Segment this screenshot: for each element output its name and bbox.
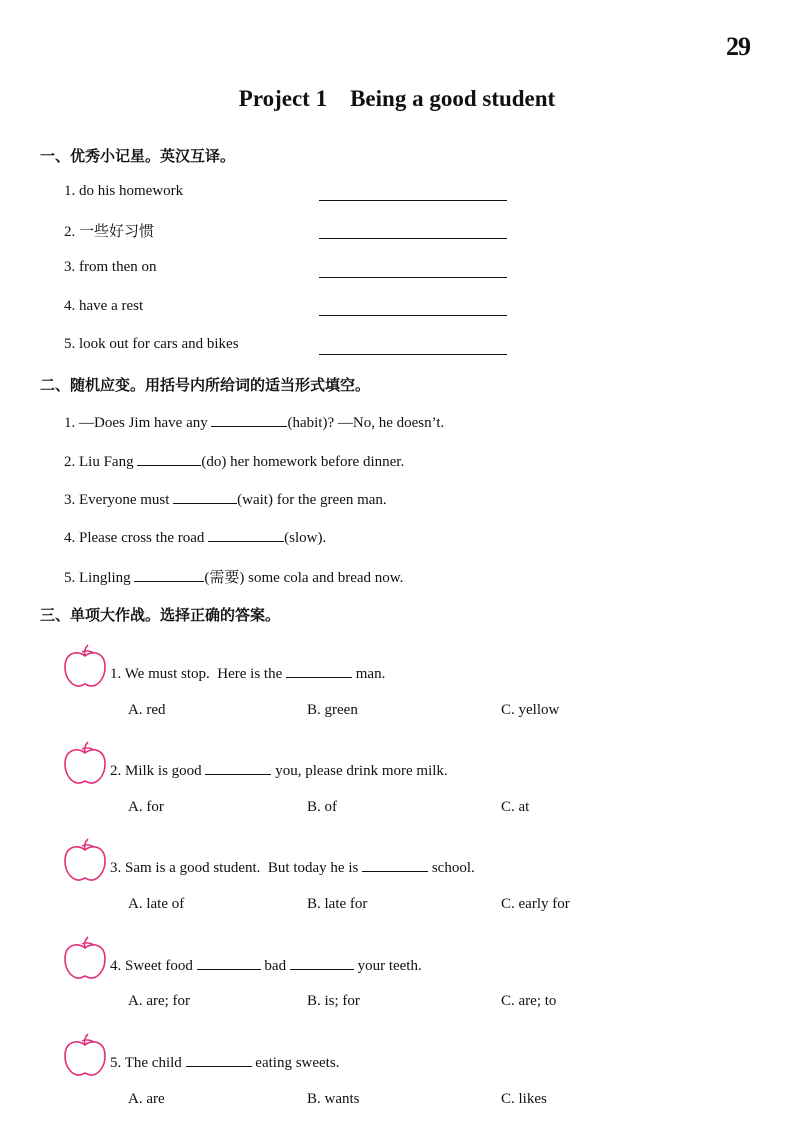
item-text: man. <box>352 666 386 682</box>
option-c[interactable]: C. early for <box>501 896 570 912</box>
section1-item: 2. 一些好习惯 <box>64 224 155 240</box>
question-text <box>110 955 422 975</box>
apple-answer-icon[interactable] <box>62 837 108 883</box>
apple-answer-icon[interactable] <box>62 643 108 689</box>
option-a[interactable]: A. late of <box>128 896 185 912</box>
section3-heading: 三、单项大作战。选择正确的答案。 <box>40 606 281 624</box>
answer-line[interactable] <box>319 238 507 239</box>
item-text: (slow). <box>284 530 327 546</box>
blank[interactable] <box>137 451 201 466</box>
answer-line[interactable] <box>319 315 507 316</box>
item-text: (wait) for the green man. <box>237 492 387 508</box>
apple-answer-icon[interactable] <box>62 740 108 786</box>
option-b[interactable]: B. green <box>307 702 358 718</box>
item-text: bad <box>260 958 290 974</box>
item-text: (需要) some cola and bread now. <box>204 570 404 586</box>
option-c[interactable]: C. likes <box>501 1091 547 1107</box>
question-text <box>110 760 448 780</box>
fill-blank-item <box>64 412 444 432</box>
page-title: Project 1 Being a good student <box>238 86 556 111</box>
page-number: 29 <box>726 32 750 61</box>
question-text <box>110 857 475 877</box>
answer-line[interactable] <box>319 200 507 201</box>
blank[interactable] <box>290 955 354 970</box>
section1-item: 1. do his homework <box>64 183 184 199</box>
option-a[interactable]: A. are <box>128 1091 165 1107</box>
blank[interactable] <box>286 663 352 678</box>
blank[interactable] <box>134 567 204 582</box>
fill-blank-item <box>64 566 403 587</box>
fill-blank-item <box>64 527 326 547</box>
blank[interactable] <box>173 489 237 504</box>
section1-heading: 一、优秀小记星。英汉互译。 <box>40 147 236 165</box>
item-text: (habit)? —No, he doesn’t. <box>287 415 445 431</box>
item-text: 5. Lingling <box>64 570 135 586</box>
blank[interactable] <box>186 1052 252 1067</box>
blank[interactable] <box>362 857 428 872</box>
item-text: 2. Liu Fang <box>64 454 138 470</box>
answer-line[interactable] <box>319 277 507 278</box>
option-b[interactable]: B. of <box>307 799 337 815</box>
blank[interactable] <box>211 412 287 427</box>
option-b[interactable]: B. is; for <box>307 993 360 1009</box>
apple-answer-icon[interactable] <box>62 1032 108 1078</box>
item-text: 5. The child <box>110 1055 186 1071</box>
option-b[interactable]: B. wants <box>307 1091 360 1107</box>
option-c[interactable]: C. at <box>501 799 530 815</box>
option-c[interactable]: C. are; to <box>501 993 557 1009</box>
item-text: school. <box>428 860 475 876</box>
item-text: 2. Milk is good <box>110 763 206 779</box>
apple-answer-icon[interactable] <box>62 935 108 981</box>
section1-item: 4. have a rest <box>64 298 144 314</box>
item-text: 3. Sam is a good student. But today he is <box>110 860 363 876</box>
item-text: 4. Sweet food <box>110 958 197 974</box>
item-text: 3. Everyone must <box>64 492 174 508</box>
question-text <box>110 1052 339 1072</box>
option-a[interactable]: A. are; for <box>128 993 191 1009</box>
section1-item: 5. look out for cars and bikes <box>64 336 239 352</box>
answer-line[interactable] <box>319 354 507 355</box>
item-text: you, please drink more milk. <box>271 763 448 779</box>
fill-blank-item <box>64 451 404 471</box>
blank[interactable] <box>208 527 284 542</box>
item-text: 1. —Does Jim have any <box>64 415 212 431</box>
option-c[interactable]: C. yellow <box>501 702 560 718</box>
fill-blank-item <box>64 489 387 509</box>
question-text <box>110 663 385 683</box>
item-text: 4. Please cross the road <box>64 530 209 546</box>
item-text: (do) her homework before dinner. <box>201 454 405 470</box>
section1-item: 3. from then on <box>64 259 157 275</box>
section2-heading: 二、随机应变。用括号内所给词的适当形式填空。 <box>40 376 371 394</box>
option-b[interactable]: B. late for <box>307 896 368 912</box>
blank[interactable] <box>197 955 261 970</box>
item-text: 1. We must stop. Here is the <box>110 666 286 682</box>
option-a[interactable]: A. red <box>128 702 166 718</box>
item-text: your teeth. <box>353 958 422 974</box>
blank[interactable] <box>205 760 271 775</box>
item-text: eating sweets. <box>251 1055 340 1071</box>
option-a[interactable]: A. for <box>128 799 164 815</box>
